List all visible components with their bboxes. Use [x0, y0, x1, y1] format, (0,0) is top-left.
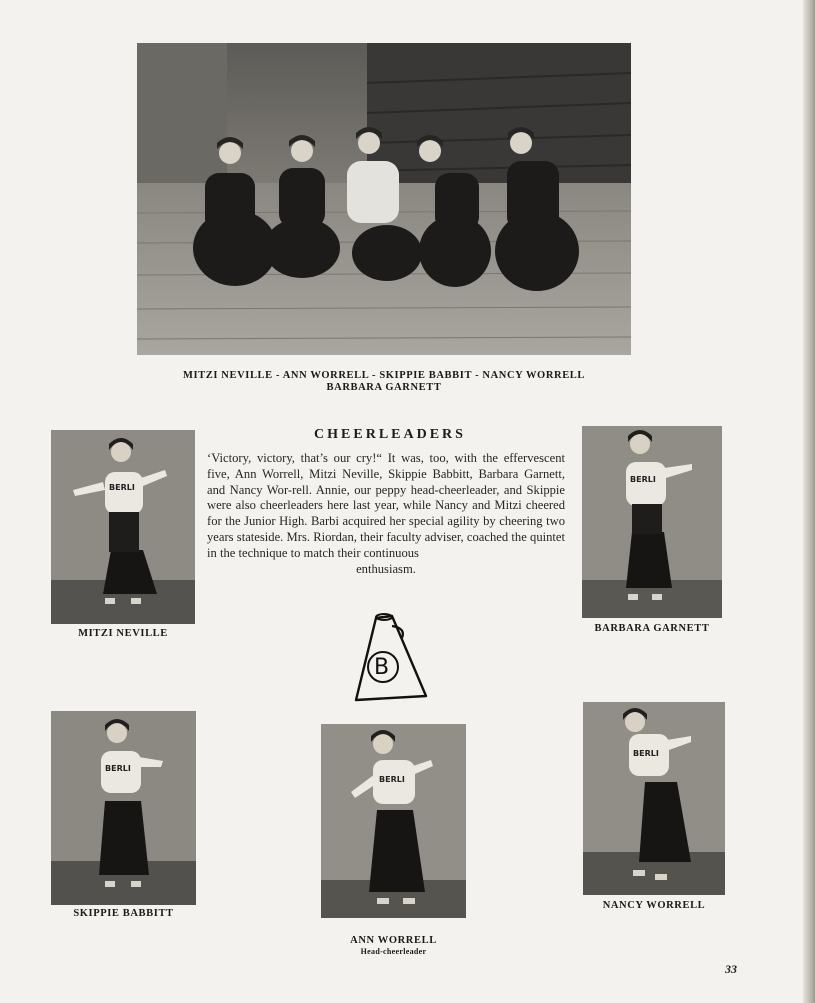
ann-worrell-name: ANN WORRELL — [350, 935, 437, 946]
portrait-nancy-worrell — [583, 702, 725, 895]
ann-worrell-role: Head-cheerleader — [360, 947, 427, 956]
sweater-lettering: BERLI — [379, 775, 405, 784]
caption-nancy-worrell: NANCY WORRELL — [602, 900, 706, 911]
page-number: 33 — [725, 962, 737, 976]
sweater-lettering: BERLI — [633, 749, 659, 758]
group-photo — [137, 43, 631, 355]
page-edge — [803, 0, 815, 1003]
caption-mitzi-neville: MITZI NEVILLE — [78, 628, 168, 639]
group-caption-line1: MITZI NEVILLE - ANN WORRELL - SKIPPIE BABBIT - NANCY WORRELL — [182, 370, 586, 381]
article-heading: CHEERLEADERS — [314, 427, 466, 442]
megaphone-drawing — [348, 612, 434, 704]
megaphone-letter: B — [374, 655, 390, 680]
sweater-lettering: BERLI — [109, 483, 135, 492]
caption-barbara-garnett: BARBARA GARNETT — [594, 623, 710, 634]
portrait-mitzi-neville — [51, 430, 195, 624]
sweater-lettering: BERLI — [105, 764, 131, 773]
group-caption-line2: BARBARA GARNETT — [326, 382, 442, 393]
sweater-lettering: BERLI — [630, 475, 656, 484]
article-body-last-line: enthusiasm. — [356, 561, 416, 576]
article-body-text: ‘Victory, victory, that’s our cry!“ It was, too, with the effervescent five, Ann Worrell, Mitzi Neville, Skippie Babbitt, Barbara Garnett, and Nancy Wor-rell. Annie, our peppy head-cheerleader, and Skippie were also cheerleaders here last year, while Nancy and Mitzi cheered for the Junior High. Barbi acquired her special agility by cheering two years stateside. Mrs. Riordan, their faculty adviser, coached the quintet in the technique to match their continuous — [207, 451, 565, 560]
group-photo-caption — [137, 370, 631, 394]
caption-ann-worrell — [301, 935, 486, 957]
portrait-barbara-garnett — [582, 426, 722, 618]
portrait-ann-worrell — [321, 724, 466, 918]
article-body — [207, 451, 565, 577]
portrait-skippie-babbitt — [51, 711, 196, 905]
caption-skippie-babbitt: SKIPPIE BABBITT — [73, 908, 174, 919]
